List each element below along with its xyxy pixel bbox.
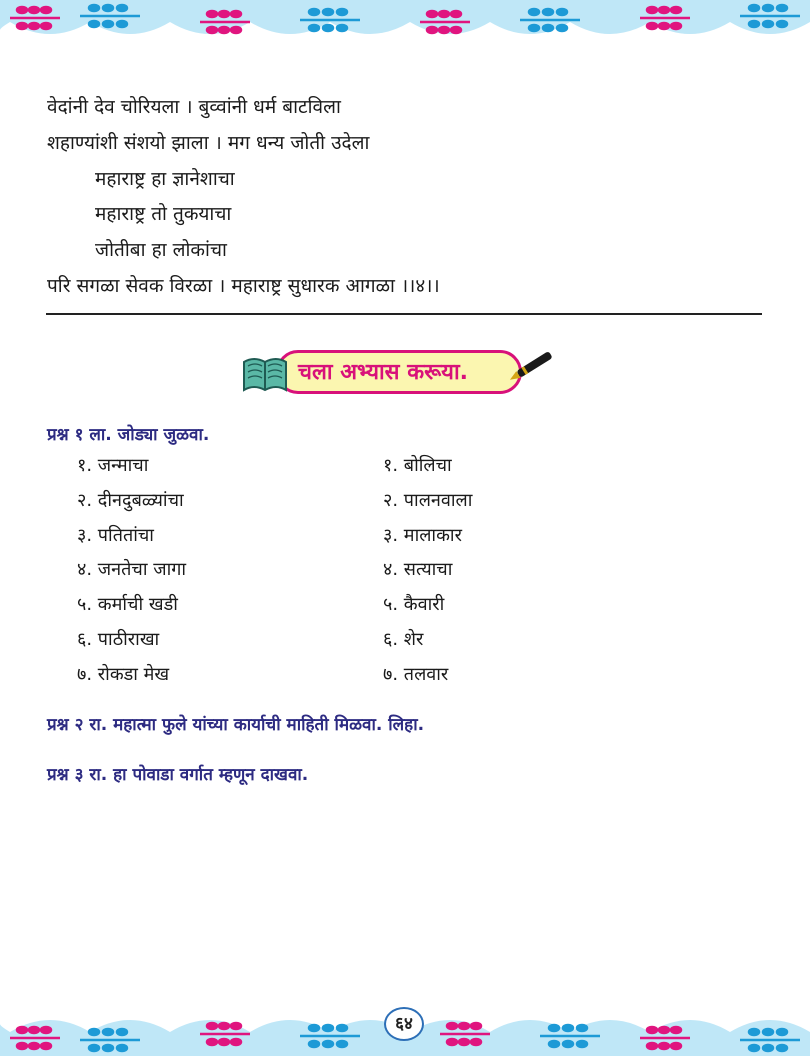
poem-line: महाराष्ट्र हा ज्ञानेशाचा [95,167,235,190]
list-item: ४. जनतेचा जागा [77,559,187,581]
open-book-icon [240,354,290,398]
list-item: २. पालनवाला [383,489,473,511]
page-number: ६४ [384,1007,424,1041]
list-item: १. बोलिचा [383,455,452,476]
list-item: ५. कर्माची खडी [77,594,178,616]
poem-stanza [47,92,767,307]
list-item: ७. रोकडा मेख [77,663,170,685]
poem-line: जोतीबा हा लोकांचा [95,239,227,262]
activity-banner [240,346,570,400]
section-divider [46,313,762,315]
list-item: ६. शेर [383,628,424,650]
list-item: २. दीनदुबळ्यांचा [77,489,184,511]
banner-title: चला अभ्यास करूया. [298,360,468,385]
list-item: ५. कैवारी [383,594,445,616]
list-item: ३. मालाकार [383,524,462,546]
left-column [77,452,186,696]
list-item: ६. पाठीराखा [77,628,160,650]
list-item: ७. तलवार [383,663,449,685]
list-item: ४. सत्याचा [383,559,453,581]
top-decorative-border [0,0,810,60]
poem-line: वेदांनी देव चोरियला । बुव्वांनी धर्म बाटविला [47,96,341,118]
question-3-heading: प्रश्न ३ रा. हा पोवाडा वर्गात म्हणून दाखवा. [47,765,309,785]
poem-line: महाराष्ट्र तो तुकयाचा [95,203,232,226]
question-2-heading: प्रश्न २ रा. महात्मा फुले यांच्या कार्याची माहिती मिळवा. लिहा. [47,715,425,735]
list-item: १. जन्माचा [77,455,149,476]
question-1-heading: प्रश्न १ ला. जोड्या जुळवा. [47,425,210,445]
right-column [383,452,472,696]
list-item: ३. पतितांचा [77,524,154,546]
pen-icon [502,346,562,390]
poem-line: शहाण्यांशी संशयो झाला । मग धन्य जोती उदेला [47,131,370,154]
poem-line: परि सगळा सेवक विरळा । महाराष्ट्र सुधारक आगळा ।।४।। [47,274,440,297]
